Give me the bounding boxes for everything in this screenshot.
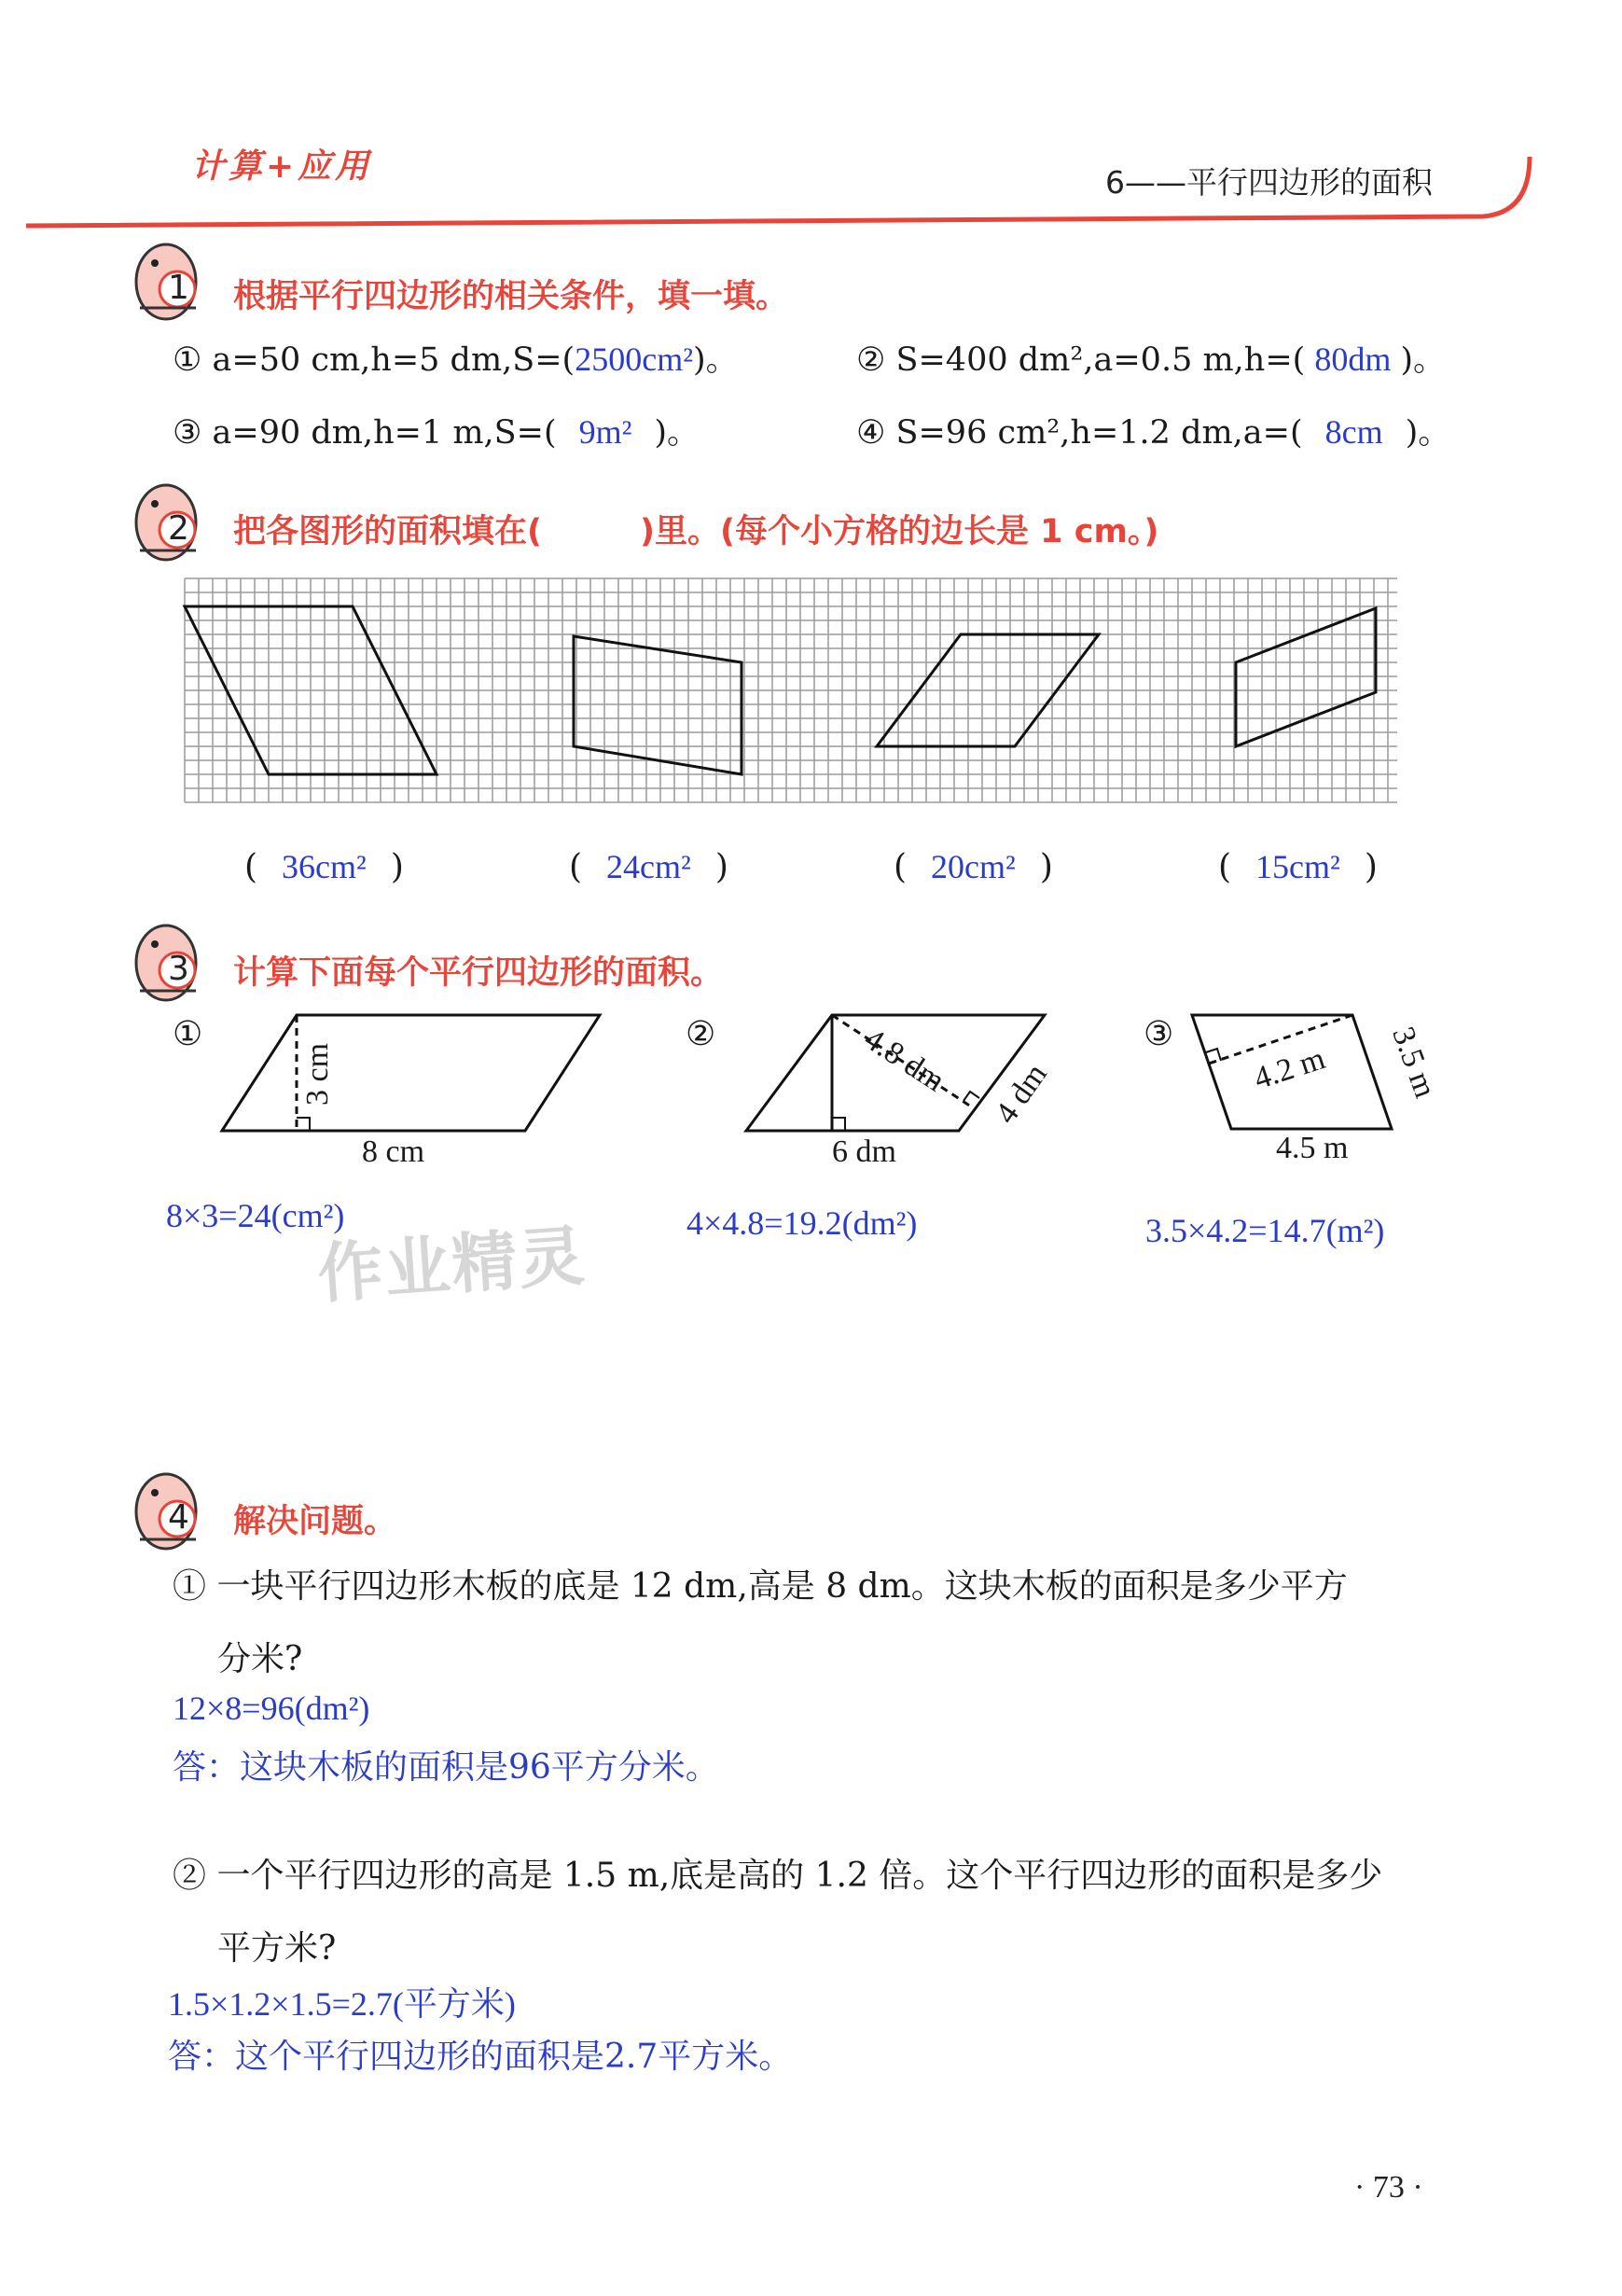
- section-1-number: 1: [168, 269, 189, 307]
- section-2-title: 把各图形的面积填在( )里。(每个小方格的边长是 1 cm。): [233, 513, 1159, 550]
- grid-shape-4: [1236, 608, 1376, 746]
- fig-1-number: ①: [173, 1015, 203, 1053]
- s1-q1: ① a=50 cm,h=5 dm,S=(2500cm²)。: [173, 341, 739, 379]
- fig-3-height-label: 4.2 m: [1250, 1041, 1330, 1097]
- s1-q2: ② S=400 dm²,a=0.5 m,h=( 80dm )。: [856, 341, 1446, 379]
- s4-p1-line1: ① 一块平行四边形木板的底是 12 dm,高是 8 dm。这块木板的面积是多少平方: [173, 1567, 1348, 1606]
- s2-answer-3: ( 20cm² ): [894, 848, 1053, 886]
- s1-q4: ④ S=96 cm²,h=1.2 dm,a=( 8cm )。: [856, 413, 1451, 452]
- section-2-number: 2: [168, 509, 189, 548]
- fig-3-side-label: 3.5 m: [1385, 1023, 1443, 1103]
- fig-2-side-label: 4 dm: [989, 1057, 1054, 1131]
- fig-2-height-label: 4.8 dm: [857, 1022, 951, 1099]
- header-chapter-title: 6——平行四边形的面积: [1105, 164, 1433, 201]
- page-number: · 73 ·: [1354, 2170, 1423, 2205]
- fig-3-number: ③: [1144, 1015, 1174, 1053]
- s2-answer-1: ( 36cm² ): [244, 848, 404, 886]
- watermark: 作业精灵: [314, 1218, 589, 1313]
- figure-1: [222, 1015, 600, 1131]
- s1-a1: 2500cm²: [575, 341, 693, 378]
- s4-p1-calc: 12×8=96(dm²): [173, 1690, 370, 1727]
- s4-p1-answer: 答：这块木板的面积是96平方分米。: [173, 1748, 719, 1787]
- s1-q3: ③ a=90 dm,h=1 m,S=( 9m² )。: [173, 413, 700, 452]
- s4-p2-answer: 答：这个平行四边形的面积是2.7平方米。: [168, 2038, 793, 2076]
- s1-a4: 8cm: [1324, 413, 1383, 451]
- s3-answer-3: 3.5×4.2=14.7(m²): [1145, 1212, 1385, 1249]
- section-1-title: 根据平行四边形的相关条件，填一填。: [233, 278, 789, 315]
- s1-a3: 9m²: [578, 413, 632, 451]
- s2-answer-4: ( 15cm² ): [1218, 848, 1378, 886]
- fig-3-base-label: 4.5 m: [1276, 1131, 1349, 1165]
- section-3-title: 计算下面每个平行四边形的面积。: [233, 954, 724, 992]
- s1-a2: 80dm: [1314, 341, 1392, 378]
- section-4-title: 解决问题。: [233, 1503, 397, 1540]
- header-section-label: 计算+应用: [191, 147, 373, 186]
- section-4-number: 4: [168, 1498, 189, 1537]
- s4-p2-calc: 1.5×1.2×1.5=2.7(平方米): [168, 1985, 516, 2023]
- s4-p2-line1: ② 一个平行四边形的高是 1.5 m,底是高的 1.2 倍。这个平行四边形的面积是多少: [173, 1857, 1383, 1895]
- fig-2-base-label: 6 dm: [832, 1134, 896, 1169]
- fig-1-height-label: 3 cm: [300, 1042, 335, 1106]
- square-grid: [185, 578, 1397, 802]
- fig-1-base-label: 8 cm: [362, 1134, 425, 1169]
- s4-p2-line2: 平方米?: [217, 1929, 337, 1968]
- s3-answer-2: 4×4.8=19.2(dm²): [686, 1204, 918, 1242]
- section-3-number: 3: [168, 950, 189, 988]
- fig-2-number: ②: [686, 1015, 716, 1053]
- s3-answer-1: 8×3=24(cm²): [166, 1197, 345, 1234]
- s2-answer-2: ( 24cm² ): [569, 848, 728, 886]
- s4-p1-line2: 分米?: [217, 1640, 303, 1678]
